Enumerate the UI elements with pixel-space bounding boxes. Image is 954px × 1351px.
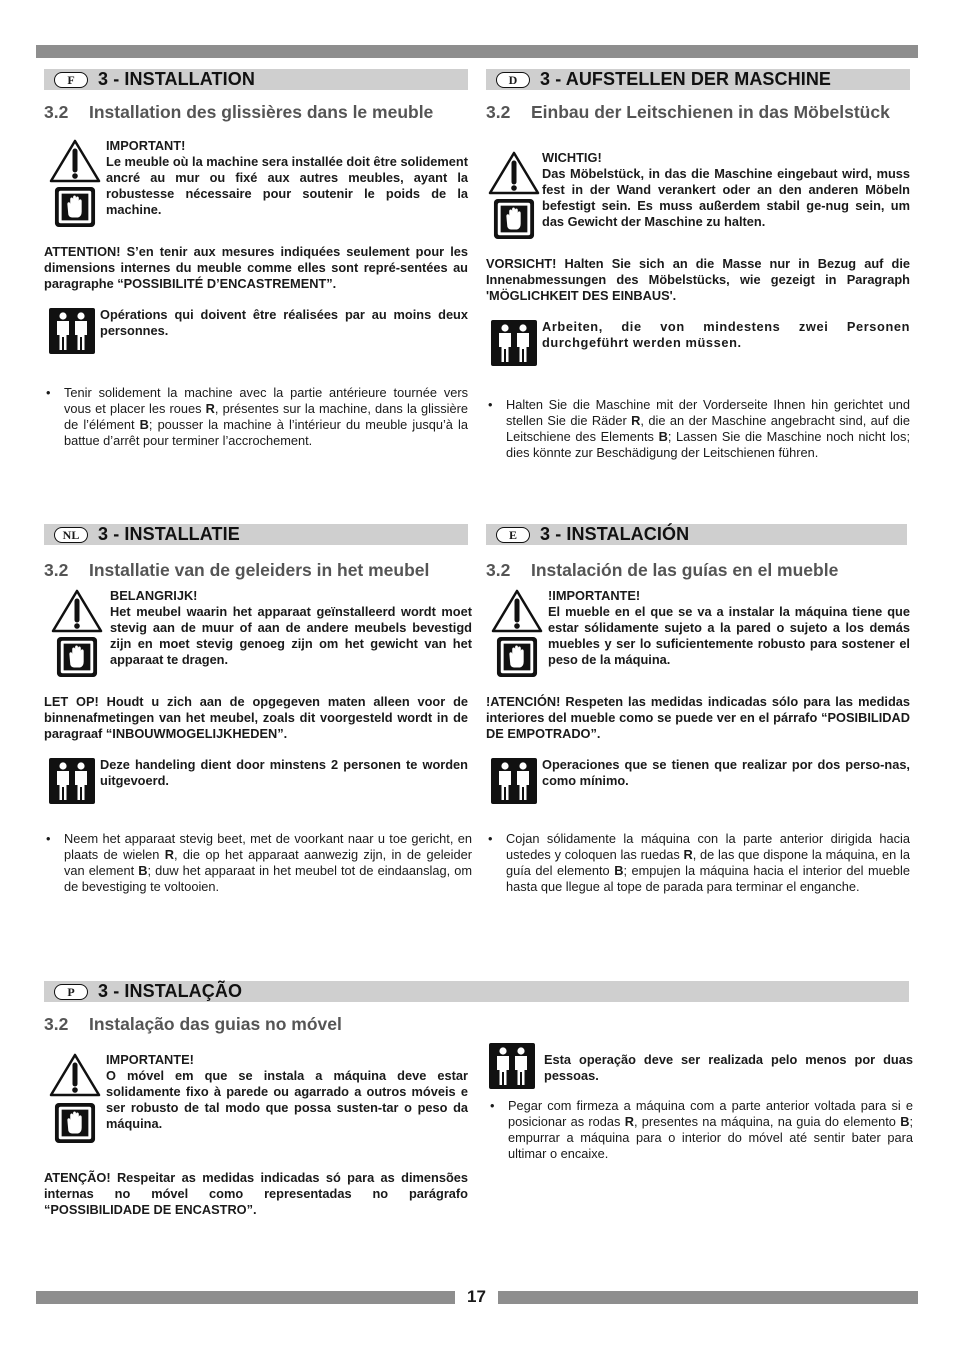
two-person-text: Operaciones que se tienen que realizar por dos perso-nas, como mínimo. [542,757,910,788]
bullet-dot: • [488,831,493,846]
warning-body: Das Möbelstück, in das die Maschine eingebaut wird, muss fest in der Wand verankert oder an den anderen Möbeln befestigt sein. Es muss außerdem stabil ge-nug sein, um das Gewicht der Maschine zu halten. [542,166,910,229]
top-rule [36,45,918,58]
warning-triangle-icon [488,150,540,196]
warning-body: O móvel em que se instala a máquina deve estar solidamente fixo à parede ou agarrado a outros móveis e ser robusto de tal modo que possa susten-tar o peso da máquina. [106,1068,468,1131]
subsection-heading [486,100,910,124]
warning-body: El mueble en el que se va a instalar la máquina tiene que estar sólidamente sujeto a la pared o sujeto a los demás muebles y ser lo suficientemente robusto para sostener el peso de la máquina. [548,604,910,667]
two-person-note [44,757,472,805]
two-person-note [44,307,468,355]
bullet-dot: • [488,397,493,412]
two-person-note [486,757,910,805]
language-flag-badge: P [54,984,88,1000]
subsection-title: Einbau der Leitschienen in das Möbelstück [531,102,890,122]
subsection-heading [44,558,472,582]
warning-triangle-icon [491,588,543,634]
bullet-dot: • [46,385,51,400]
subsection-number: 3.2 [44,560,69,580]
subsection-title: Installatie van de geleiders in het meubel [89,560,430,580]
two-person-note [486,319,910,367]
stop-hand-icon [54,186,96,228]
language-flag-badge: D [496,72,530,88]
section-header [486,524,907,545]
attention-note: !ATENCIÓN! Respeten las medidas indicadas sólo para las medidas interiores del mueble como se puede ver en el párrafo “POSIBILIDAD DE EMPOTRADO”. [486,694,910,741]
instruction-bullet [486,397,910,461]
section-portuguese-left [44,1012,468,1218]
bullet-text: Pegar com firmeza a máquina com a parte anterior voltada para si e posicionar as rodas R, presentes na máquina, na guia do elemento B; empurrar a máquina para o interior do móvel até sentir bater para ultimar o encaixe. [508,1098,913,1161]
section-dutch [44,524,472,895]
attention-note: VORSICHT! Halten Sie sich an die Masse nur in Bezug auf die Innenabmessungen des Möbelstücks, wie gezeigt in Paragraph 'MÖGLICHKEIT DES EINBAUS'. [486,256,910,303]
instruction-bullet [44,385,468,449]
warning-triangle-icon [51,588,103,634]
two-person-note [488,1042,913,1090]
section-header [44,69,468,90]
subsection-heading [486,558,910,582]
two-person-text: Arbeiten, die von mindestens zwei Personen durchgeführt werden müssen. [542,319,910,350]
warning-title: BELANGRIJK! [110,588,198,603]
bottom-rule-right [498,1291,918,1304]
subsection-title: Instalación de las guías en el mueble [531,560,839,580]
warning-title: !IMPORTANTE! [548,588,641,603]
two-person-text: Esta operação deve ser realizada pelo menos por duas pessoas. [544,1052,913,1083]
warning-icons [486,150,542,240]
section-title: 3 - INSTALACIÓN [540,524,690,544]
attention-note: ATENÇÃO! Respeitar as medidas indicadas só para as dimensões internas no móvel como representadas no parágrafo “POSSIBILIDADE DE ENCASTRO”. [44,1170,468,1217]
stop-hand-icon [496,636,538,678]
section-title: 3 - INSTALAÇÃO [98,981,243,1001]
two-people-icon [486,319,542,367]
section-portuguese-right [488,1042,913,1162]
language-flag-badge: E [496,527,530,543]
subsection-heading [44,100,468,124]
instruction-bullet [486,831,910,895]
section-french [44,69,468,449]
subsection-title: Installation des glissières dans le meuble [89,102,434,122]
attention-note: ATTENTION! S’en tenir aux mesures indiquées seulement pour les dimensions internes du meuble comme elles sont repré-sentées au paragraphe “POSSIBILITÉ D’ENCASTREMENT”. [44,244,468,291]
section-header [44,524,468,545]
section-title: 3 - AUFSTELLEN DER MASCHINE [540,69,832,89]
bottom-rule-left [36,1291,455,1304]
warning-text [110,588,472,678]
warning-icons [486,588,548,678]
warning-text [106,138,468,228]
two-people-icon [44,307,100,355]
warning-block [44,1052,468,1144]
two-people-icon [486,757,542,805]
bullet-dot: • [490,1098,495,1113]
warning-block [486,588,910,678]
warning-text [542,150,910,240]
subsection-number: 3.2 [486,560,511,580]
bullet-text: Tenir solidement la machine avec la partie antérieure tournée vers vous et placer les roues R, présentes sur la machine, dans la glissière de l’élément B; pousser la machine à l’intérieur du meuble jusqu’à la battue d’arrêt pour terminer l’accrochement. [64,385,468,448]
warning-icons [44,138,106,228]
warning-block [44,588,472,678]
two-people-icon [44,757,100,805]
page-number: 17 [467,1287,486,1306]
subsection-number: 3.2 [44,102,69,122]
section-german [486,69,910,461]
section-title: 3 - INSTALLATIE [98,524,240,544]
language-flag-badge: NL [54,527,88,543]
warning-icons [44,588,110,678]
subsection-number: 3.2 [486,102,511,122]
warning-block [44,138,468,228]
warning-title: IMPORTANTE! [106,1052,194,1067]
bullet-text: Cojan sólidamente la máquina con la parte anterior dirigida hacia ustedes y coloquen las ruedas R, de las que dispone la máquina, en la guía del elemento B; empujen la máquina hacia el interior del mueble hasta que llegue al tope de parada para terminar el enganche. [506,831,910,894]
warning-triangle-icon [49,1052,101,1098]
two-person-text: Opérations qui doivent être réalisées par au moins deux personnes. [100,307,468,338]
subsection-heading [44,1012,468,1036]
warning-block [486,150,910,240]
stop-hand-icon [56,636,98,678]
attention-note: LET OP! Houdt u zich aan de opgegeven maten alleen voor de binnenafmetingen van het meubel, zoals dit voorgesteld wordt in de paragraaf “INBOUWMOGELIJKHEDEN”. [44,694,468,741]
warning-body: Le meuble où la machine sera installée doit être solidement ancré au mur ou fixé aux autres meubles, ayant la robustesse nécessaire pour soutenir le poids de la machine. [106,154,468,217]
instruction-bullet [488,1098,913,1162]
section-header-portuguese [44,981,909,1002]
language-flag-badge: F [54,72,88,88]
instruction-bullet [44,831,472,895]
warning-text [106,1052,468,1144]
warning-triangle-icon [49,138,101,184]
bullet-dot: • [46,831,51,846]
two-person-text: Deze handeling dient door minstens 2 personen te worden uitgevoerd. [100,757,468,788]
warning-body: Het meubel waarin het apparaat geïnstalleerd wordt moet stevig aan de muur of aan de andere meubels bevestigd zijn en moet stevig genoeg zijn om het gewicht van het apparaat te dragen. [110,604,472,667]
subsection-title: Instalação das guias no móvel [89,1014,342,1034]
bullet-text: Neem het apparaat stevig beet, met de voorkant naar u toe gericht, en plaats de wielen R, die op het apparaat aanwezig zijn, in de geleider van element B; duw het apparaat in het meubel tot de eindaanslag, om de bevestiging te voltooien. [64,831,472,894]
warning-text [548,588,910,678]
subsection-number: 3.2 [44,1014,69,1034]
warning-title: IMPORTANT! [106,138,186,153]
two-people-icon [488,1042,536,1090]
section-header [486,69,910,90]
stop-hand-icon [54,1102,96,1144]
warning-icons [44,1052,106,1144]
bullet-text: Halten Sie die Maschine mit der Vorderseite Ihnen hin gerichtet und stellen Sie die Räder R, die an der Maschine angebracht sind, auf die Leitschiene des Elements B; Lassen Sie die Maschine noch nicht los; dies könnte zur Beschädigung der Leitschienen führen. [506,397,910,460]
section-title: 3 - INSTALLATION [98,69,255,89]
section-spanish [486,524,910,895]
warning-title: WICHTIG! [542,150,602,165]
stop-hand-icon [493,198,535,240]
